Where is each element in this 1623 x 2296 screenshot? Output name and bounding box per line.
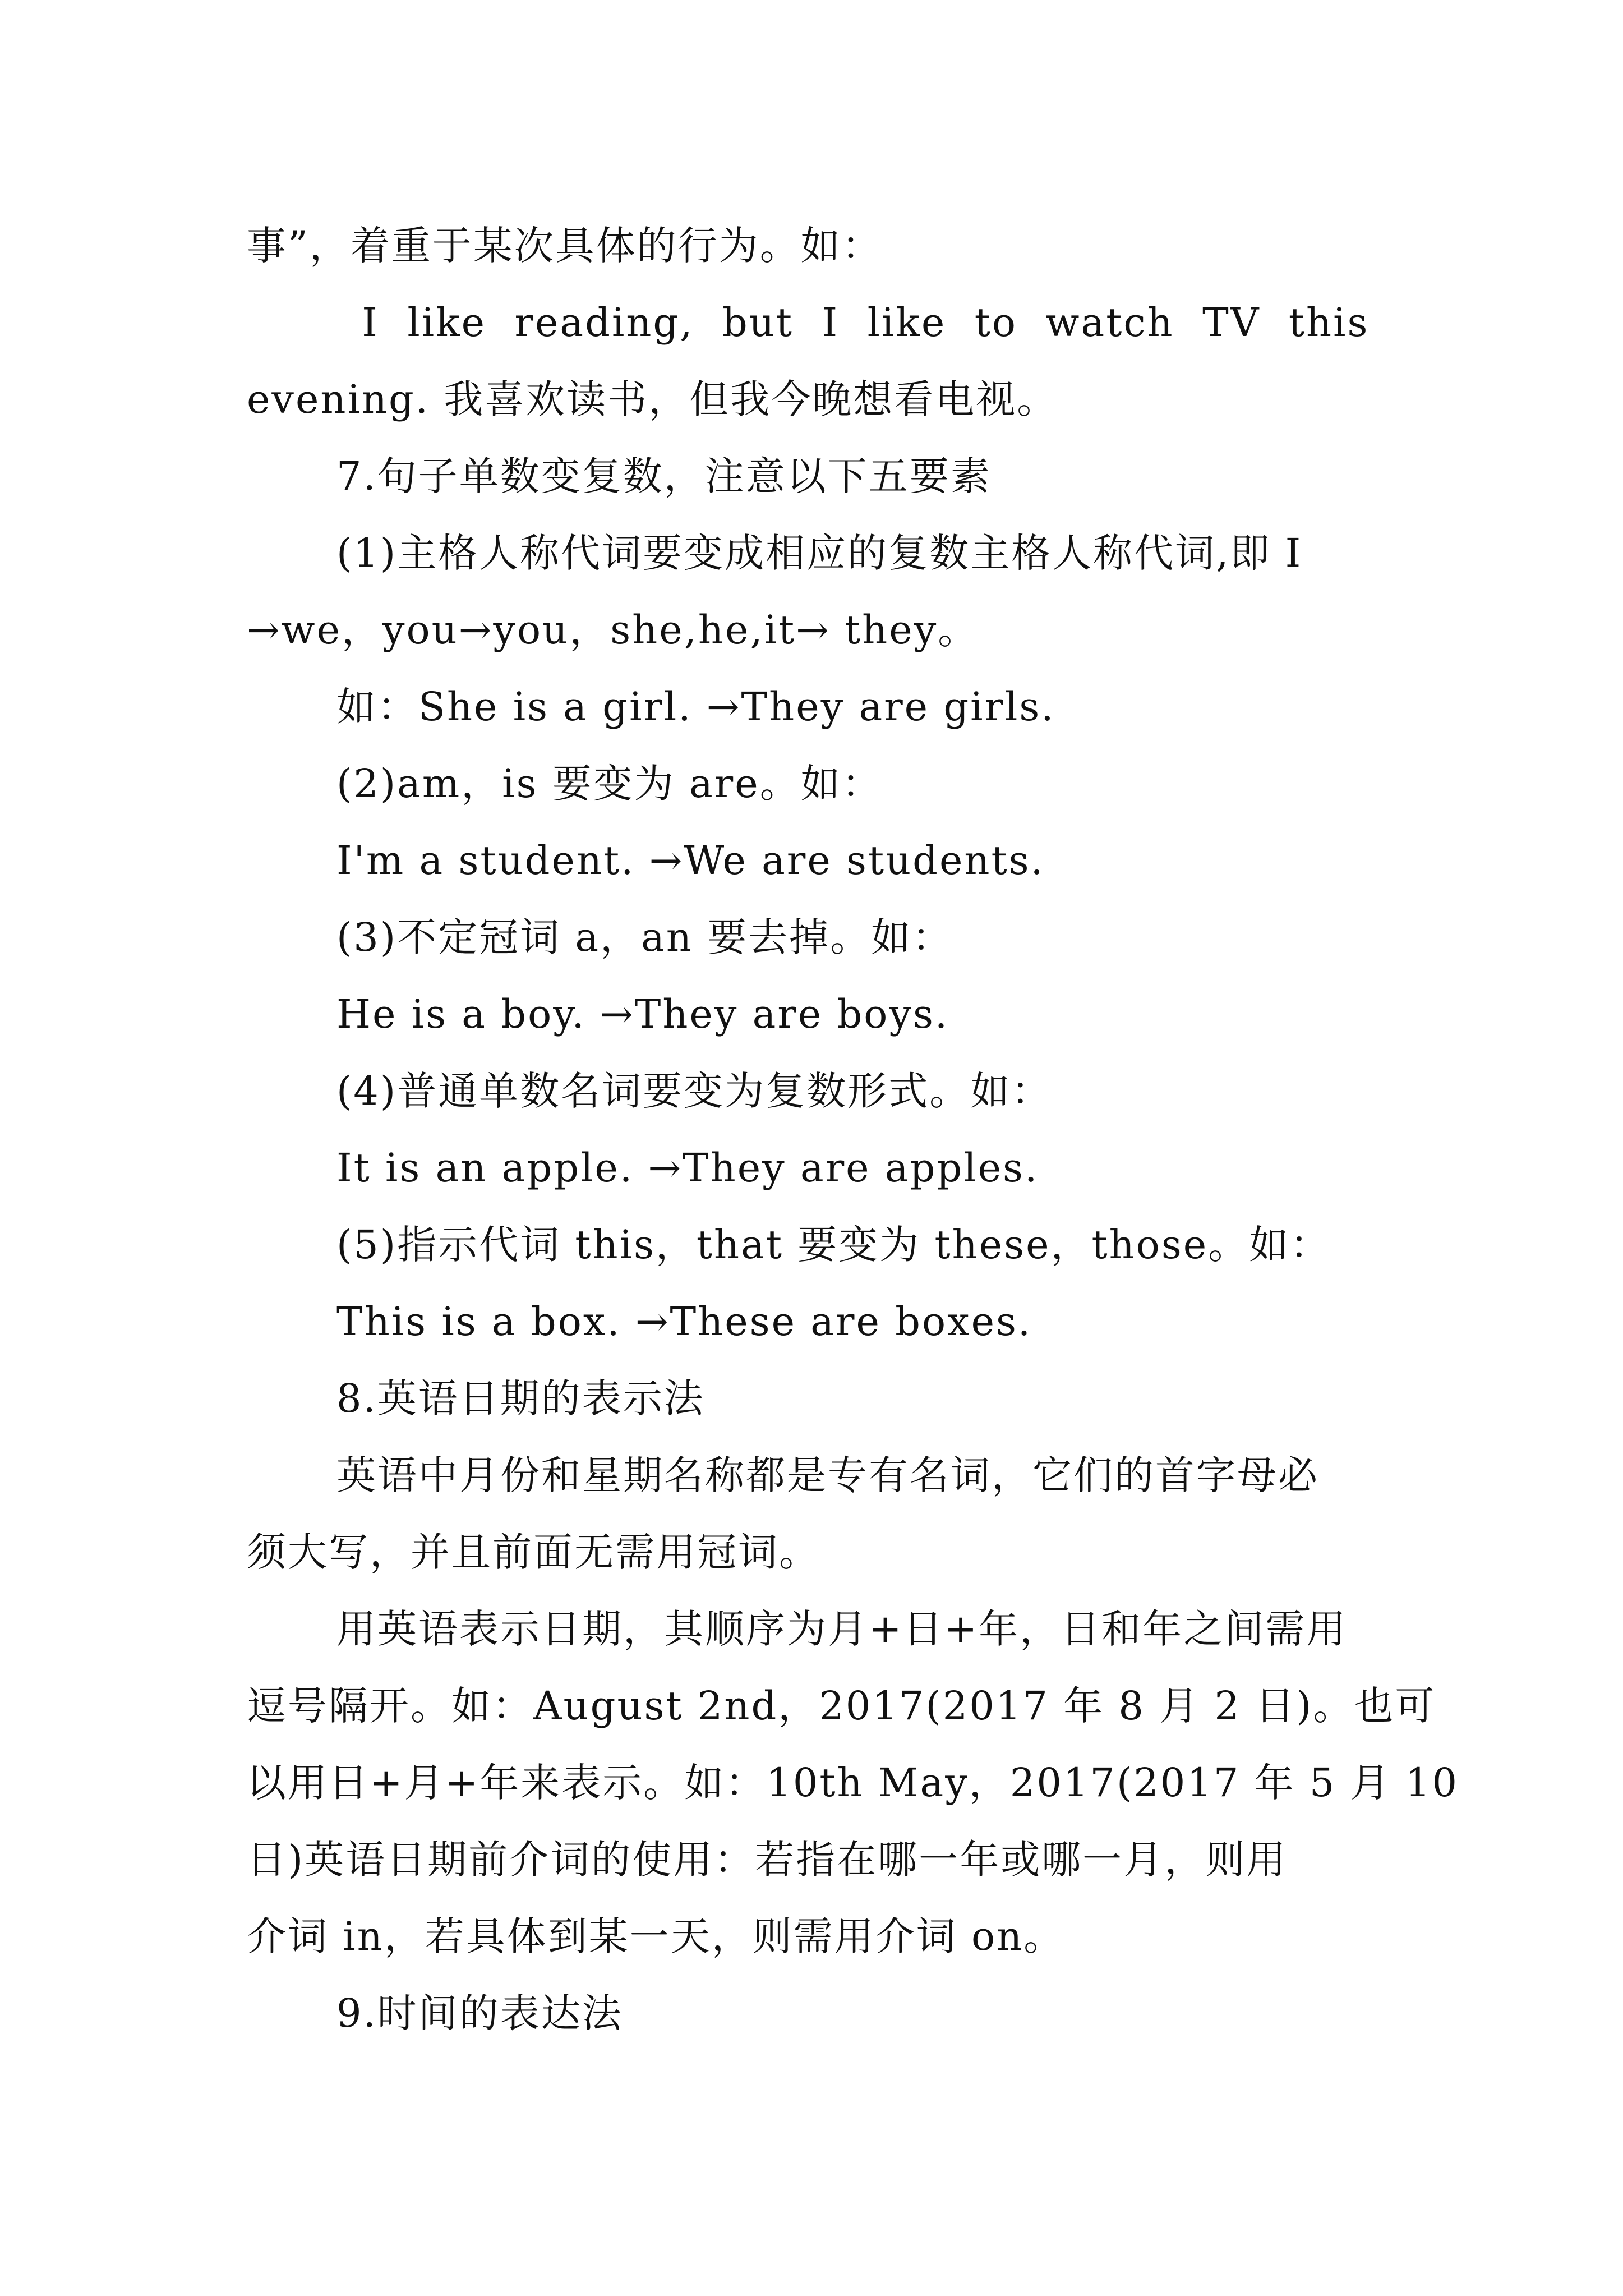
text-line: (1)主格人称代词要变成相应的复数主格人称代词,即 I — [336, 530, 1303, 576]
text-line: (5)指示代词 this，that 要变为 these，those。如： — [336, 1222, 1331, 1268]
text-line: 英语中月份和星期名称都是专有名词，它们的首字母必 — [336, 1452, 1319, 1498]
example-line: He is a boy. →They are boys. — [336, 991, 949, 1037]
example-line: It is an apple. →They are apples. — [336, 1145, 1039, 1191]
text-line: 介词 in，若具体到某一天，则需用介词 on。 — [247, 1913, 1065, 1959]
text-line: I like reading, but I like to watch TV this — [348, 300, 1370, 346]
example-line: This is a box. →These are boxes. — [336, 1299, 1032, 1345]
text-line: 以用日+月+年来表示。如：10th May，2017(2017 年 5 月 10 — [247, 1760, 1459, 1806]
section-heading: 7.句子单数变复数，注意以下五要素 — [336, 453, 992, 499]
section-heading: 9.时间的表达法 — [336, 1990, 623, 2036]
text-line: 日)英语日期前介词的使用：若指在哪一年或哪一月，则用 — [247, 1837, 1288, 1883]
example-line: 如：She is a girl. →They are girls. — [336, 684, 1055, 730]
text-line: evening. 我喜欢读书，但我今晚想看电视。 — [247, 376, 1058, 422]
text-line: 用英语表示日期，其顺序为月+日+年，日和年之间需用 — [336, 1606, 1348, 1652]
example-line: I'm a student. →We are students. — [336, 838, 1045, 884]
text-line: (2)am，is 要变为 are。如： — [336, 761, 883, 807]
text-line: 事”，着重于某次具体的行为。如： — [247, 223, 883, 269]
text-line: (3)不定冠词 a，an 要去掉。如： — [336, 914, 953, 960]
section-heading: 8.英语日期的表示法 — [336, 1375, 705, 1421]
text-line: →we，you→you，she,he,it→ they。 — [247, 607, 979, 653]
text-line: 须大写，并且前面无需用冠词。 — [247, 1529, 820, 1575]
text-line: (4)普通单数名词要变为复数形式。如： — [336, 1068, 1053, 1114]
text-line: 逗号隔开。如：August 2nd，2017(2017 年 8 月 2 日)。也可 — [247, 1683, 1436, 1729]
